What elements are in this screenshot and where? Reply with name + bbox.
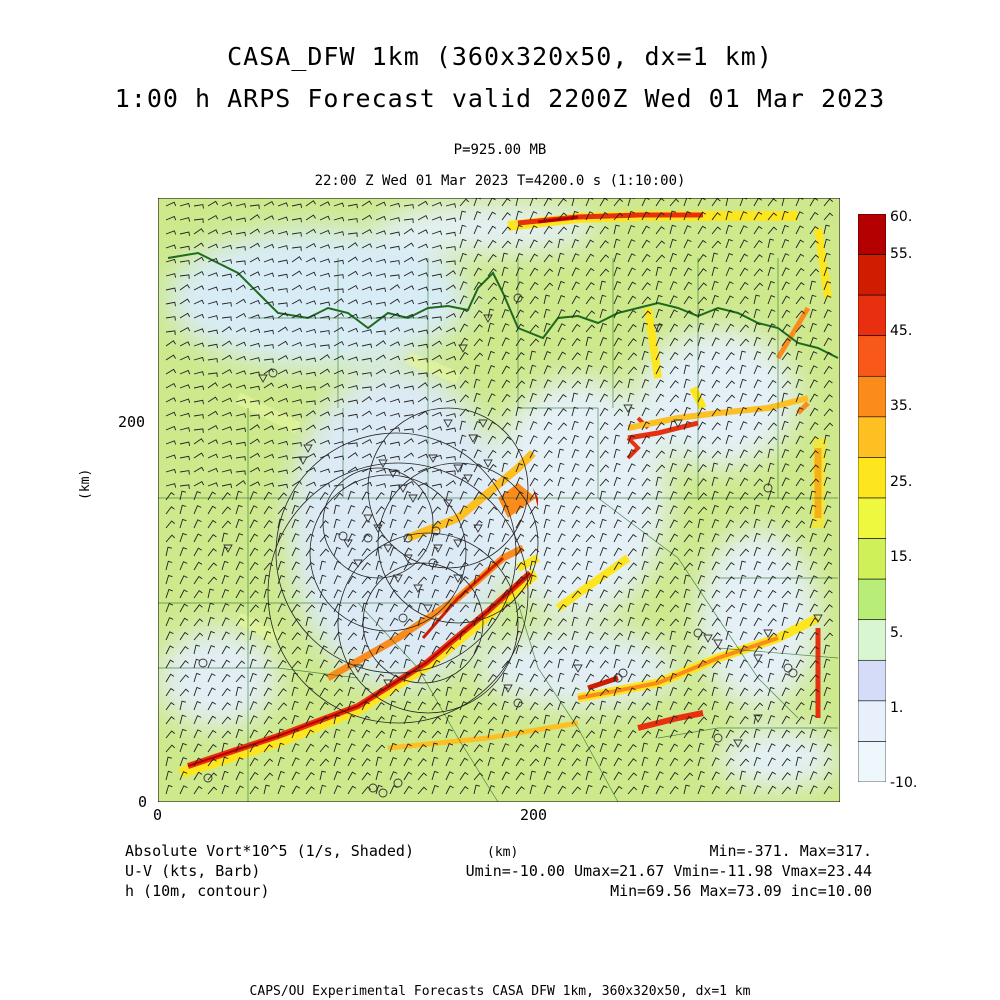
pressure-level: P=925.00 MB: [453, 142, 547, 158]
x-tick-0: 0: [153, 806, 163, 824]
colorbar-swatch: [858, 295, 886, 336]
colorbar-swatch: [858, 579, 886, 620]
legend-field-vorticity: Absolute Vort*10^5 (1/s, Shaded): [125, 842, 414, 860]
colorbar-swatch: [858, 660, 886, 701]
footer-credit: CAPS/OU Experimental Forecasts CASA DFW 1km, 360x320x50, dx=1 km: [249, 984, 751, 999]
legend-field-height: h (10m, contour): [125, 882, 270, 900]
colorbar-label: 15.: [890, 549, 913, 565]
map-plot: [158, 198, 840, 802]
map-title-line2: 1:00 h ARPS Forecast valid 2200Z Wed 01 Mar 2023: [114, 84, 886, 113]
colorbar-label: 35.: [890, 398, 913, 414]
colorbar-swatch: [858, 741, 886, 782]
y-tick-200: 200: [118, 413, 146, 431]
colorbar-label: 5.: [890, 625, 904, 641]
legend-stats-wind: Umin=-10.00 Umax=21.67 Vmin=-11.98 Vmax=23.44: [465, 862, 872, 880]
colorbar-swatch: [858, 457, 886, 498]
colorbar-swatch: [858, 214, 886, 255]
colorbar-swatch: [858, 498, 886, 539]
x-tick-200: 200: [520, 806, 548, 824]
y-tick-0: 0: [138, 793, 148, 811]
colorbar-swatch: [858, 336, 886, 377]
colorbar-label: 25.: [890, 474, 913, 490]
x-axis-label: (km): [487, 845, 519, 860]
colorbar: [858, 214, 886, 782]
colorbar-label: 45.: [890, 323, 913, 339]
colorbar-label: 1.: [890, 700, 904, 716]
colorbar-label: -10.: [890, 775, 918, 791]
legend-field-wind: U-V (kts, Barb): [125, 862, 261, 880]
legend-stats-vorticity: Min=-371. Max=317.: [709, 842, 872, 860]
colorbar-swatch: [858, 417, 886, 458]
y-axis-label: (km): [78, 468, 93, 500]
colorbar-swatch: [858, 701, 886, 742]
valid-time: 22:00 Z Wed 01 Mar 2023 T=4200.0 s (1:10:00): [314, 173, 686, 189]
colorbar-swatch: [858, 376, 886, 417]
legend-stats-height: Min=69.56 Max=73.09 inc=10.00: [610, 882, 872, 900]
colorbar-label: 55.: [890, 246, 913, 262]
map-title-line1: CASA_DFW 1km (360x320x50, dx=1 km): [227, 42, 773, 71]
colorbar-swatch: [858, 255, 886, 296]
colorbar-label: 60.: [890, 209, 913, 225]
colorbar-swatch: [858, 620, 886, 661]
colorbar-swatch: [858, 539, 886, 580]
